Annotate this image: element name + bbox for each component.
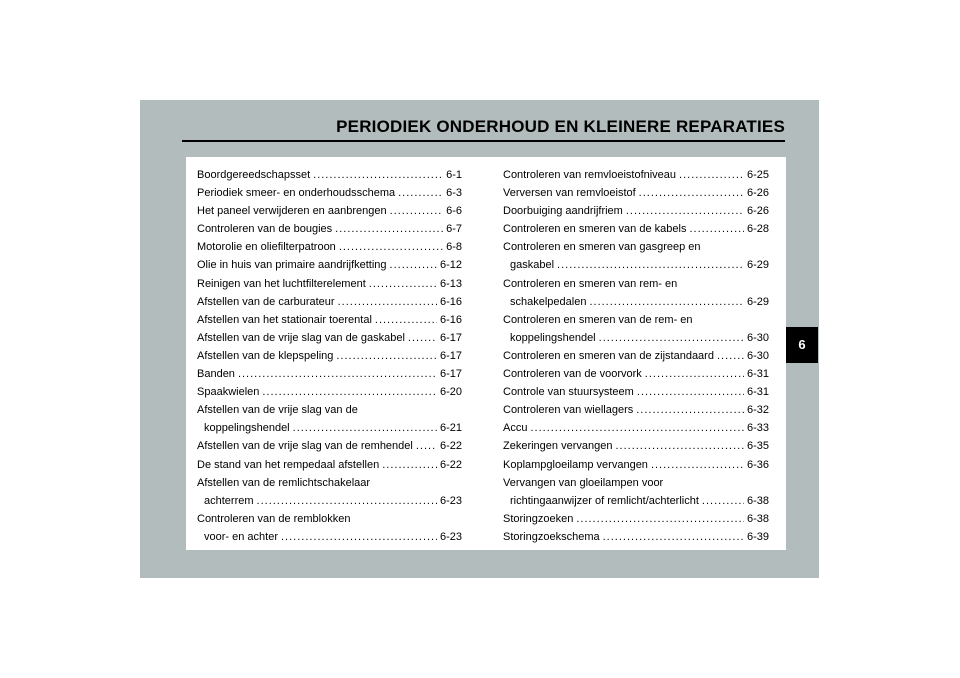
toc-entry-label: Controleren van remvloeistofniveau [503, 169, 677, 181]
toc-entry-page: 6-17 [439, 349, 462, 362]
toc-entry-page: 6-1 [446, 169, 462, 181]
dot-leader [626, 202, 744, 220]
toc-entry-label: Controleren van de bougies [197, 223, 333, 236]
toc-entry-label: Boordgereedschapsset [197, 169, 311, 181]
toc-entry-label: Spaakwielen [197, 386, 260, 399]
dot-leader [390, 202, 444, 220]
toc-entry[interactable] [503, 275, 769, 311]
dot-leader [335, 220, 443, 238]
toc-entry-label: koppelingshendel [204, 422, 290, 435]
dot-leader [336, 347, 437, 365]
toc-entry[interactable] [197, 329, 462, 347]
toc-entry-heading: Vervangen van gloeilampen voor [503, 476, 664, 489]
title-rule [182, 140, 785, 142]
toc-entry-label: Verversen van remvloeistof [503, 187, 636, 200]
toc-entry[interactable] [197, 220, 462, 238]
toc-entry-page: 6-21 [439, 422, 462, 435]
toc-entry-label: Motorolie en oliefilterpatroon [197, 241, 336, 254]
toc-entry-label: De stand van het rempedaal afstellen [197, 458, 380, 471]
dot-leader [390, 256, 437, 274]
toc-entry-label: Afstellen van het stationair toerental [197, 313, 372, 326]
dot-leader [408, 329, 437, 347]
toc-entry-page: 6-6 [446, 205, 462, 218]
toc-entry[interactable] [197, 401, 462, 437]
toc-entry-heading: Controleren van de remblokken [197, 512, 351, 525]
toc-entry-page: 6-33 [746, 422, 769, 435]
toc-entry[interactable] [197, 202, 462, 220]
toc-entry[interactable] [197, 184, 462, 202]
toc-entry-label: schakelpedalen [510, 295, 587, 308]
toc-entry-page: 6-38 [746, 512, 769, 525]
toc-entry[interactable] [197, 456, 462, 474]
toc-entry-label: Afstellen van de vrije slag van de gaskabel [197, 331, 405, 344]
toc-entry[interactable] [503, 437, 769, 455]
dot-leader [599, 329, 744, 347]
toc-entry[interactable] [503, 528, 769, 546]
toc-entry[interactable] [503, 311, 769, 347]
dot-leader [589, 293, 744, 311]
toc-entry-label: Banden [197, 368, 235, 381]
toc-entry-label: Olie in huis van primaire aandrijfketting [197, 259, 387, 272]
toc-entry-heading: Controleren en smeren van rem- en [503, 277, 678, 290]
dot-leader [679, 166, 744, 184]
toc-entry-heading: Afstellen van de vrije slag van de [197, 404, 358, 417]
toc-entry-label: Afstellen van de carburateur [197, 295, 335, 308]
toc-entry-page: 6-30 [746, 349, 769, 362]
toc-entry[interactable] [503, 401, 769, 419]
toc-entry-label: Afstellen van de klepspeling [197, 349, 334, 362]
toc-entry-page: 6-26 [746, 187, 769, 200]
dot-leader [717, 347, 744, 365]
toc-entry-label: richtingaanwijzer of remlicht/achterlicht [510, 494, 699, 507]
toc-entry[interactable] [197, 166, 462, 184]
dot-leader [281, 528, 437, 546]
dot-leader [530, 419, 744, 437]
dot-leader [689, 220, 744, 238]
toc-entry-page: 6-30 [746, 331, 769, 344]
toc-entry-heading: Controleren en smeren van gasgreep en [503, 241, 701, 254]
toc-entry-page: 6-16 [439, 295, 462, 308]
dot-leader [557, 256, 744, 274]
dot-leader [338, 293, 437, 311]
toc-entry[interactable] [197, 347, 462, 365]
toc-entry-page: 6-29 [746, 295, 769, 308]
toc-entry[interactable] [197, 293, 462, 311]
dot-leader [375, 311, 437, 329]
dot-leader [603, 528, 744, 546]
toc-entry-label: Accu [503, 422, 528, 435]
toc-entry-page: 6-28 [746, 223, 769, 236]
toc-entry[interactable] [503, 474, 769, 510]
chapter-tab[interactable]: 6 [786, 327, 818, 363]
toc-entry-page: 6-16 [439, 313, 462, 326]
dot-leader [702, 492, 744, 510]
toc-entry-page: 6-20 [439, 386, 462, 399]
dot-leader [257, 492, 437, 510]
toc-entry-page: 6-12 [439, 259, 462, 272]
toc-entry[interactable] [197, 311, 462, 329]
toc-entry-page: 6-38 [746, 494, 769, 507]
toc-entry[interactable] [503, 184, 769, 202]
toc-column-right [503, 166, 769, 546]
toc-entry-label: Afstellen van de vrije slag van de remhendel [197, 440, 413, 453]
toc-entry-label: Controleren van wiellagers [503, 404, 634, 417]
toc-entry[interactable] [197, 365, 462, 383]
toc-entry-label: Controle van stuursysteem [503, 386, 634, 399]
toc-entry[interactable] [503, 419, 769, 437]
toc-entry-page: 6-23 [439, 530, 462, 543]
dot-leader [262, 383, 437, 401]
toc-entry-page: 6-7 [446, 223, 462, 236]
toc-entry[interactable] [503, 510, 769, 528]
toc-entry-label: Periodiek smeer- en onderhoudsschema [197, 187, 396, 200]
toc-entry[interactable] [503, 202, 769, 220]
toc-entry-page: 6-31 [746, 386, 769, 399]
toc-entry[interactable] [197, 275, 462, 293]
toc-entry[interactable] [503, 456, 769, 474]
toc-entry[interactable] [197, 474, 462, 510]
toc-entry-page: 6-36 [746, 458, 769, 471]
dot-leader [639, 184, 744, 202]
toc-entry-label: voor- en achter [204, 530, 278, 543]
toc-entry-label: Reinigen van het luchtfilterelement [197, 277, 366, 290]
dot-leader [398, 184, 443, 202]
dot-leader [293, 419, 437, 437]
dot-leader [637, 383, 744, 401]
toc-entry-label: Storingzoeken [503, 512, 574, 525]
toc-entry[interactable] [197, 383, 462, 401]
page-title: PERIODIEK ONDERHOUD EN KLEINERE REPARATIES [336, 117, 785, 136]
dot-leader [313, 166, 443, 184]
toc-entry-page: 6-25 [746, 169, 769, 181]
toc-entry-label: koppelingshendel [510, 331, 596, 344]
dot-leader [576, 510, 744, 528]
toc-entry-page: 6-17 [439, 331, 462, 344]
toc-entry[interactable] [503, 347, 769, 365]
toc-entry-page: 6-31 [746, 368, 769, 381]
dot-leader [382, 456, 437, 474]
toc-entry-page: 6-17 [439, 368, 462, 381]
dot-leader [645, 365, 744, 383]
toc-entry-heading: Controleren en smeren van de rem- en [503, 313, 693, 326]
toc-entry[interactable] [197, 437, 462, 455]
toc-entry-page: 6-32 [746, 404, 769, 417]
toc-entry[interactable] [503, 365, 769, 383]
toc-entry-page: 6-35 [746, 440, 769, 453]
toc-entry-label: Koplampgloeilamp vervangen [503, 458, 648, 471]
toc-entry[interactable] [197, 510, 462, 546]
dot-leader [416, 437, 437, 455]
toc-entry-label: achterrem [204, 494, 254, 507]
toc-entry[interactable] [197, 238, 462, 256]
toc-entry-page: 6-26 [746, 205, 769, 218]
dot-leader [651, 456, 744, 474]
dot-leader [369, 275, 437, 293]
toc-entry[interactable] [503, 383, 769, 401]
toc-entry-page: 6-39 [746, 530, 769, 543]
dot-leader [636, 401, 744, 419]
toc-entry[interactable] [503, 166, 769, 184]
toc-entry-label: Het paneel verwijderen en aanbrengen [197, 205, 387, 218]
toc-entry[interactable] [503, 220, 769, 238]
dot-leader [615, 437, 744, 455]
toc-entry[interactable] [503, 238, 769, 274]
toc-entry-label: Doorbuiging aandrijfriem [503, 205, 623, 218]
toc-entry-page: 6-23 [439, 494, 462, 507]
toc-column-left [197, 166, 462, 546]
toc-entry-label: Storingzoekschema [503, 530, 600, 543]
toc-entry-label: Controleren van de voorvork [503, 368, 642, 381]
toc-entry-label: Controleren en smeren van de kabels [503, 223, 687, 236]
toc-entry-page: 6-22 [439, 458, 462, 471]
toc-entry-page: 6-3 [446, 187, 462, 200]
toc-panel [186, 157, 786, 550]
toc-entry-label: gaskabel [510, 259, 555, 272]
dot-leader [238, 365, 437, 383]
toc-entry-page: 6-13 [439, 277, 462, 290]
toc-entry-page: 6-29 [746, 259, 769, 272]
toc-entry-page: 6-8 [446, 241, 462, 254]
dot-leader [339, 238, 443, 256]
toc-entry-label: Controleren en smeren van de zijstandaard [503, 349, 714, 362]
toc-entry[interactable] [197, 256, 462, 274]
toc-entry-heading: Afstellen van de remlichtschakelaar [197, 476, 371, 489]
toc-entry-page: 6-22 [439, 440, 462, 453]
toc-entry-label: Zekeringen vervangen [503, 440, 613, 453]
